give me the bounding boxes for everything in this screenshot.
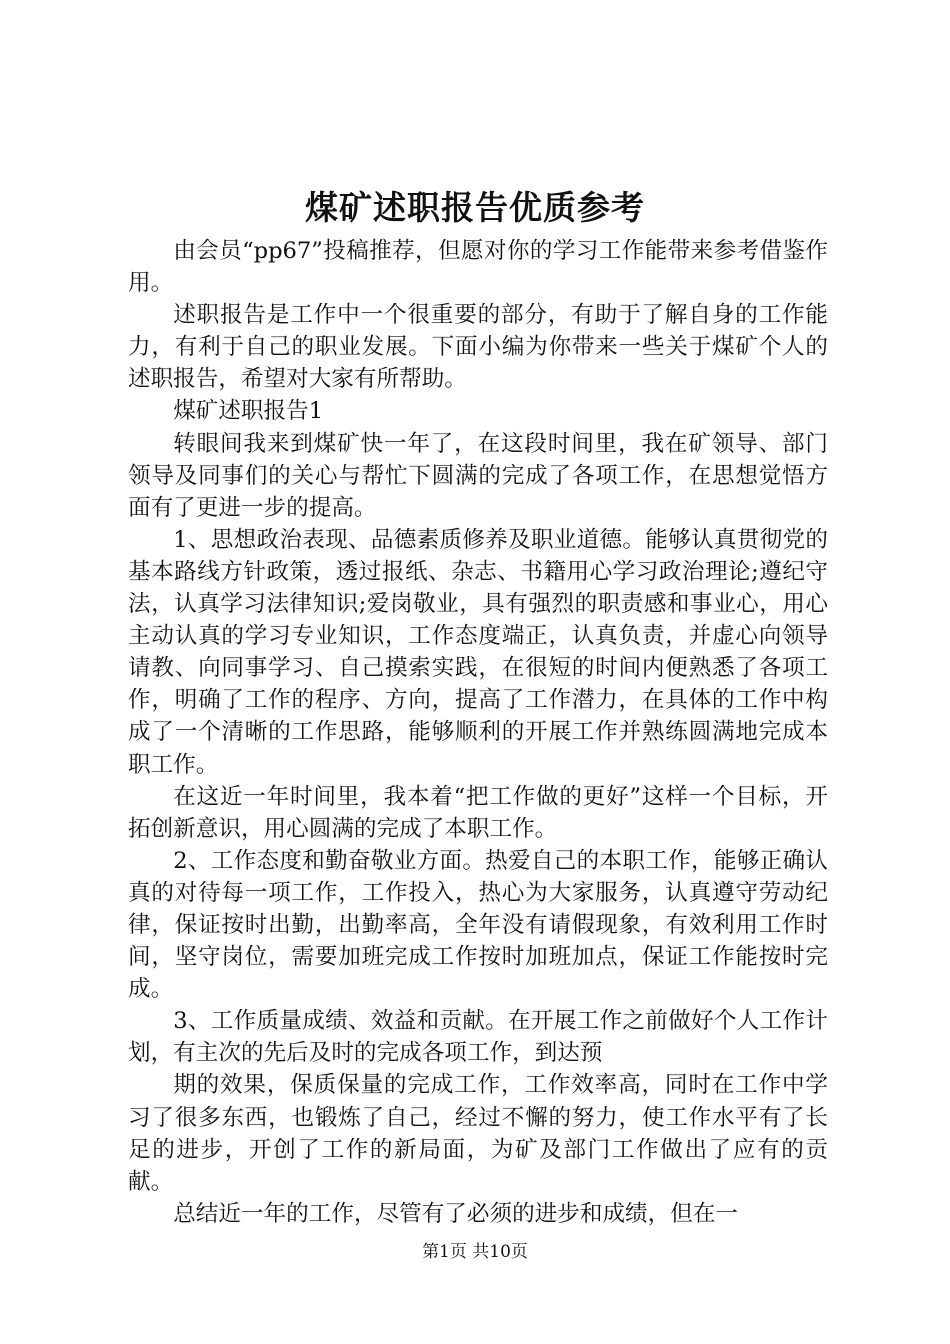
section-heading: 煤矿述职报告1 bbox=[173, 398, 324, 425]
paragraph-opening: 转眼间我来到煤矿快一年了，在这段时间里，我在矿领导、部门领导及同事们的关心与帮忙下圆满的完成了各项工作，在思想觉悟方面有了更进一步的提高。 bbox=[128, 430, 828, 521]
paragraph-point-1: 1、思想政治表现、品德素质修养及职业道德。能够认真贯彻党的基本路线方针政策，透过报纸、杂志、书籍用心学习政治理论;遵纪守法，认真学习法律知识;爱岗敬业，具有强烈的职责感和事业心，用心主动认真的学习专业知识，工作态度端正，认真负责，并虚心向领导请教、向同事学习、自己摸索实践，在很短的时间内便熟悉了各项工作，明确了工作的程序、方向，提高了工作潜力，在具体的工作中构成了一个清晰的工作思路，能够顺利的开展工作并熟练圆满地完成本职工作。 bbox=[128, 526, 828, 778]
page-number-footer: 第1页 共10页 bbox=[422, 1242, 528, 1262]
paragraph-goal: 在这近一年时间里，我本着“把工作做的更好”这样一个目标，开拓创新意识，用心圆满的完成了本职工作。 bbox=[128, 783, 828, 842]
paragraph-point-2: 2、工作态度和勤奋敬业方面。热爱自己的本职工作，能够正确认真的对待每一项工作，工作投入，热心为大家服务，认真遵守劳动纪律，保证按时出勤，出勤率高，全年没有请假现象，有效利用工作时间，坚守岗位，需要加班完成工作按时加班加点，保证工作能按时完成。 bbox=[128, 847, 828, 1003]
paragraph-point-3: 3、工作质量成绩、效益和贡献。在开展工作之前做好个人工作计划，有主次的先后及时的完成各项工作，到达预 bbox=[128, 1008, 828, 1067]
paragraph-intro: 由会员“pp67”投稿推荐，但愿对你的学习工作能带来参考借鉴作用。 bbox=[128, 238, 828, 297]
paragraph-results: 期的效果，保质保量的完成工作，工作效率高，同时在工作中学习了很多东西，也锻炼了自己，经过不懈的努力，使工作水平有了长足的进步，开创了工作的新局面，为矿及部门工作做出了应有的贡献。 bbox=[128, 1072, 828, 1195]
document-body bbox=[128, 235, 828, 1230]
paragraph-description: 述职报告是工作中一个很重要的部分，有助于了解自身的工作能力，有利于自己的职业发展。下面小编为你带来一些关于煤矿个人的述职报告，希望对大家有所帮助。 bbox=[128, 302, 828, 393]
document-title: 煤矿述职报告优质参考 bbox=[305, 188, 645, 227]
paragraph-summary: 总结近一年的工作，尽管有了必须的进步和成绩，但在一 bbox=[173, 1200, 739, 1227]
